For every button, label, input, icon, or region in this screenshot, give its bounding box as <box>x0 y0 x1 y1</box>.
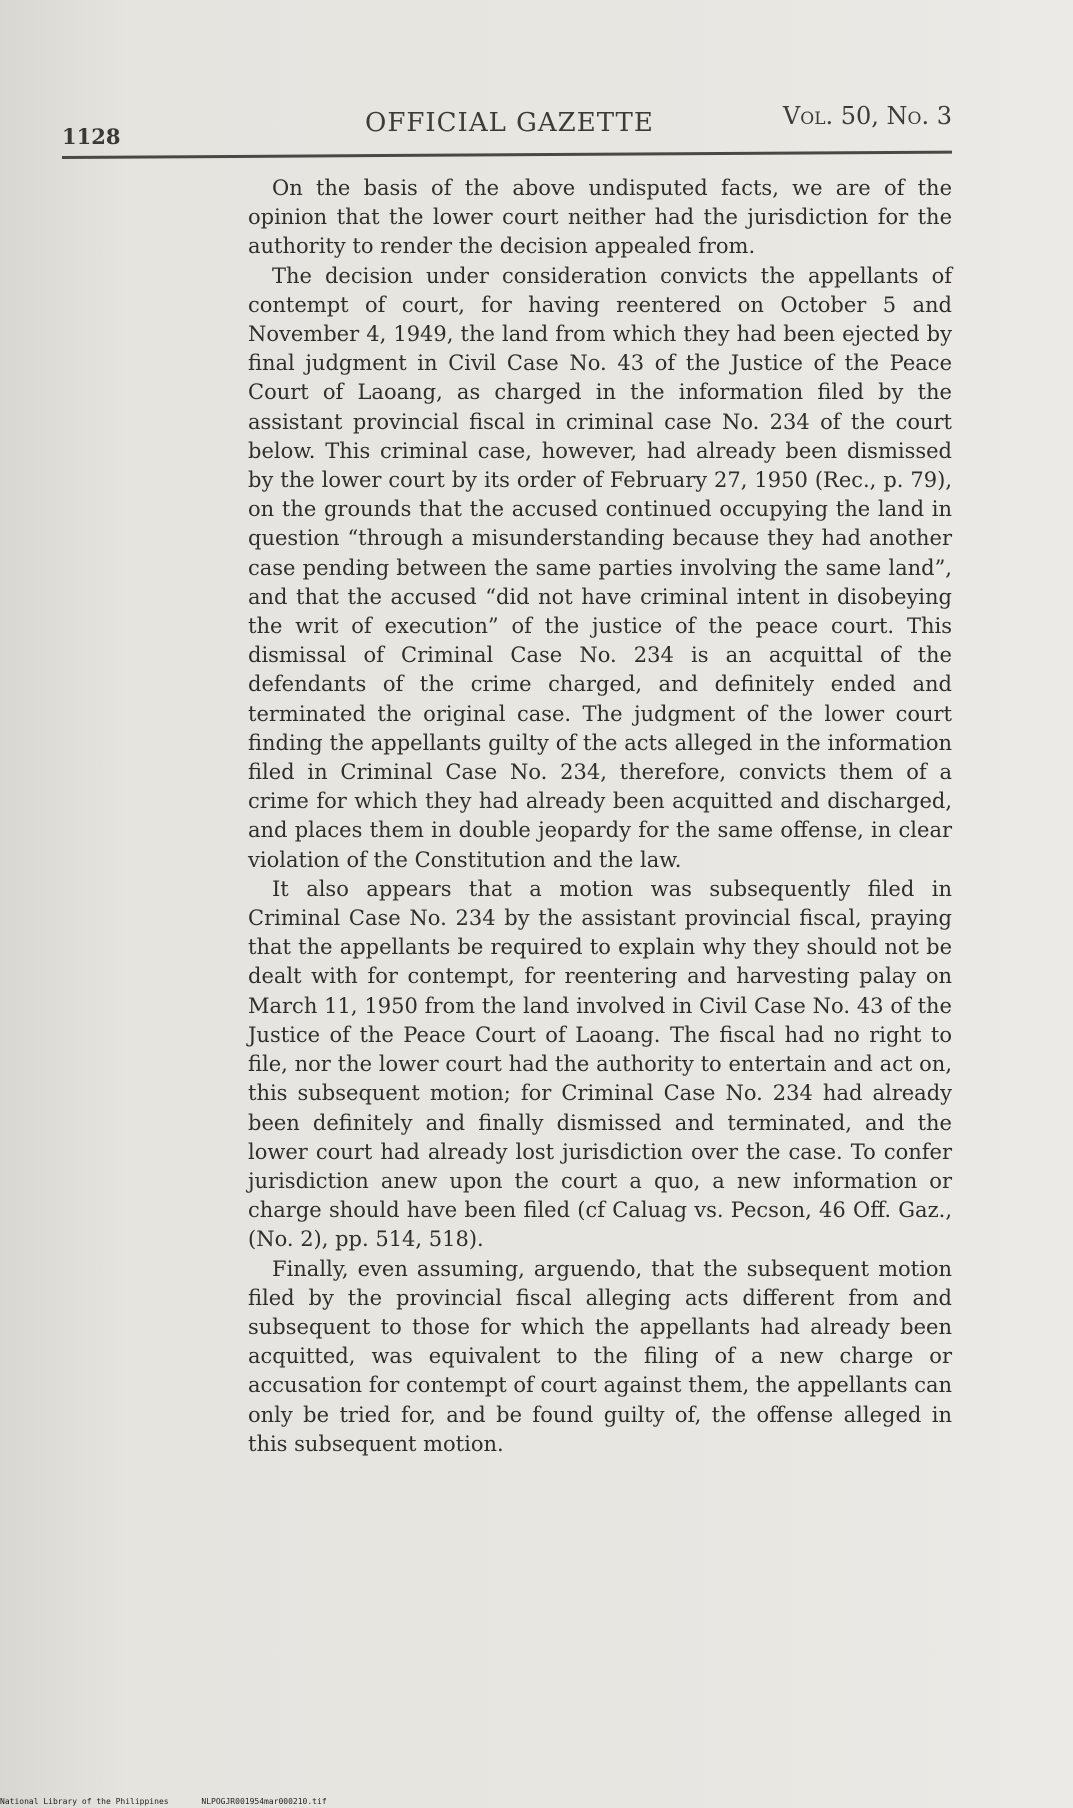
library-credit: National Library of the Philippines <box>0 1797 169 1806</box>
paragraph-1: On the basis of the above undisputed facts, we are of the opinion that the lower court neither had the jurisdiction for the authority to render the decision appealed from. <box>248 176 952 259</box>
running-title: OFFICIAL GAZETTE <box>365 108 654 138</box>
scan-footer <box>0 1797 400 1806</box>
paragraph-3: It also appears that a motion was subsequently filed in Criminal Case No. 234 by the assistant provincial fiscal, praying that the appellants be required to explain why they should not be dealt with for contempt, for reentering and harvesting palay on March 11, 1950 from the land involved in Civil Case No. 43 of the Justice of the Peace Court of Laoang. The fiscal had no right to file, nor the lower court had the authority to entertain and act on, this subsequent motion; for Criminal Case No. 234 had already been definitely and finally dismissed and terminated, and the lower court had already lost jurisdiction over the case. To confer jurisdiction anew upon the court a quo, a new information or charge should have been filed (cf Caluag vs. Pecson, 46 Off. Gaz., (No. 2), pp. 514, 518). <box>248 876 952 1252</box>
paragraph-4: Finally, even assuming, arguendo, that the subsequent motion filed by the provincial fiscal alleging acts different from and subsequent to those for which the appellants had already been acquitted, was equivalent to the filing of a new charge or accusation for contempt of court against them, the appellants can only be tried for, and be found guilty of, the offense alleged in this subsequent motion. <box>248 1256 952 1456</box>
volume-number: Vol. 50, No. 3 <box>782 102 952 130</box>
page-header <box>62 96 952 149</box>
page-number: 1128 <box>62 124 121 149</box>
file-identifier: NLPOGJR001954mar000210.tif <box>201 1797 327 1806</box>
body-text <box>248 174 952 1459</box>
paragraph-2: The decision under consideration convicts the appellants of contempt of court, for having reentered on October 5 and November 4, 1949, the land from which they had been ejected by final judgment in Civil Case No. 43 of the Justice of the Peace Court of Laoang, as charged in the information filed by the assistant provincial fiscal in criminal case No. 234 of the court below. This criminal case, however, had already been dismissed by the lower court by its order of February 27, 1950 (Rec., p. 79), on the grounds that the accused continued occupying the land in question “through a misunderstanding because they had another case pending between the same parties involving the same land”, and that the accused “did not have criminal intent in disobeying the writ of execution” of the justice of the peace court. This dismissal of Criminal Case No. 234 is an acquittal of the defendants of the crime charged, and definitely ended and terminated the original case. The judgment of the lower court finding the appellants guilty of the acts alleged in the information filed in Criminal Case No. 234, therefore, convicts them of a crime for which they had already been acquitted and discharged, and places them in double jeopardy for the same offense, in clear violation of the Constitution and the law. <box>248 263 952 872</box>
header-rule <box>62 151 952 159</box>
